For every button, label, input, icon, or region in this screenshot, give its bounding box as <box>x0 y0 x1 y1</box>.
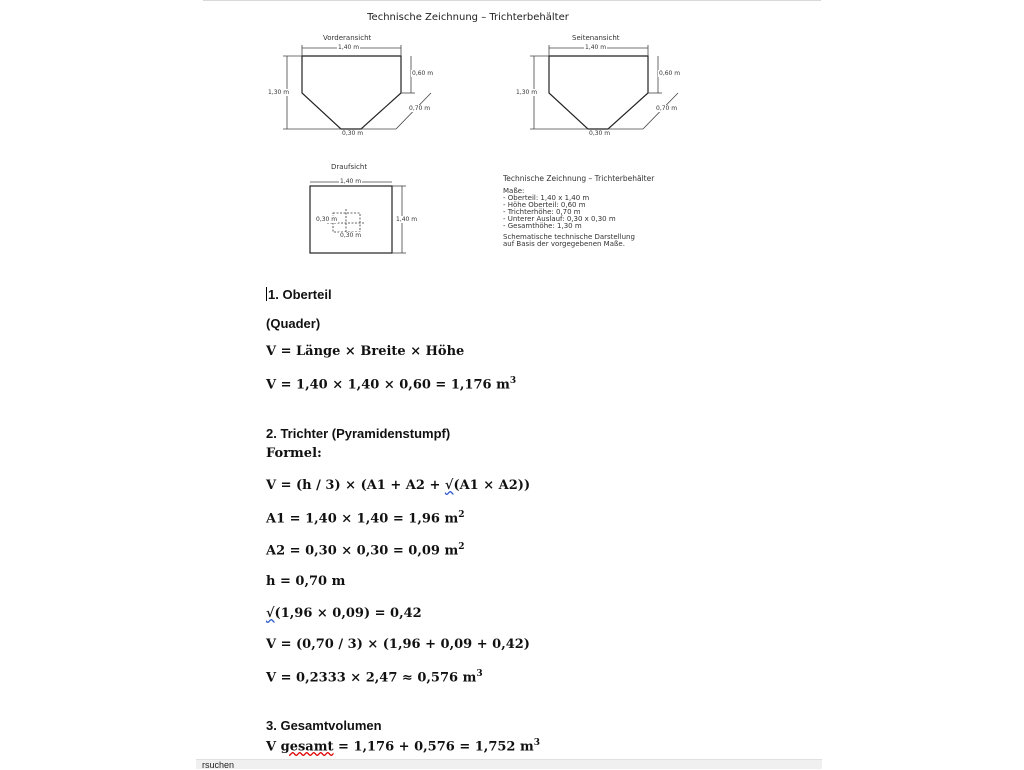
section-3-heading: 3. Gesamtvolumen <box>266 718 382 733</box>
front-view-label: Vorderansicht <box>323 34 372 42</box>
technical-drawing <box>203 1 821 261</box>
section-2-formula: V = (h / 3) × (A1 + A2 + √(A1 × A2)) <box>266 478 531 493</box>
sqrt-symbol: √ <box>444 478 454 493</box>
document-page <box>203 0 821 769</box>
front-outlet: 0,30 m <box>342 130 364 137</box>
front-top-width: 1,40 m <box>338 44 360 51</box>
section-1-calc: V = 1,40 × 1,40 × 0,60 = 1,176 $m^3$ <box>266 376 517 393</box>
text-cursor <box>266 287 267 301</box>
info-note-2: auf Basis der vorgegebenen Maße. <box>503 240 625 248</box>
side-view-outline <box>549 56 648 129</box>
section-1-subheading: (Quader) <box>266 316 321 331</box>
side-upper-height: 0,60 m <box>659 70 681 77</box>
info-item: - Gesamthöhe: 1,30 m <box>503 222 582 230</box>
info-item: - Höhe Oberteil: 0,60 m <box>503 201 586 209</box>
info-title: Technische Zeichnung – Trichterbehälter <box>503 174 655 183</box>
spellcheck-word: gesamt <box>280 739 334 755</box>
section-2-v1: V = (0,70 / 3) × (1,96 + 0,09 + 0,42) <box>266 637 530 652</box>
side-top-width: 1,40 m <box>585 44 607 51</box>
section-1-heading: 1. Oberteil <box>268 287 332 302</box>
top-width: 1,40 m <box>340 178 362 185</box>
top-outlet-d: 0,30 m <box>340 232 362 239</box>
section-1-formula: V = Länge × Breite × Höhe <box>266 344 465 359</box>
front-funnel-height: 0,70 m <box>409 105 431 112</box>
sqrt-symbol: √ <box>266 606 275 621</box>
top-view-label: Draufsicht <box>331 163 368 171</box>
front-view-outline <box>302 56 401 129</box>
top-outlet-w: 0,30 m <box>316 216 338 223</box>
drawing-title: Technische Zeichnung – Trichterbehälter <box>367 12 569 23</box>
info-item: - Unterer Auslauf: 0,30 x 0,30 m <box>503 215 616 223</box>
drawing-info <box>503 175 703 248</box>
info-note-1: Schematische technische Darstellung <box>503 233 635 241</box>
section-2-h: h = 0,70 m <box>266 574 346 589</box>
search-text: rsuchen <box>202 760 235 770</box>
side-funnel-height: 0,70 m <box>656 105 678 112</box>
top-depth: 1,40 m <box>396 216 418 223</box>
info-masse-label: Maße: <box>503 187 525 195</box>
section-2-sqrt-calc: √(1,96 × 0,09) = 0,42 <box>266 606 422 621</box>
front-total-height: 1,30 m <box>268 89 290 96</box>
section-2-a2: A2 = 0,30 × 0,30 = 0,09 $m^2$ <box>266 542 465 559</box>
info-item: - Trichterhöhe: 0,70 m <box>503 208 581 216</box>
info-item: - Oberteil: 1,40 x 1,40 m <box>503 194 590 202</box>
section-2-formel-label: Formel: <box>266 446 322 461</box>
side-total-height: 1,30 m <box>516 89 538 96</box>
front-upper-height: 0,60 m <box>412 70 434 77</box>
section-2-heading: 2. Trichter (Pyramidenstumpf) <box>266 426 451 441</box>
section-2-a1: A1 = 1,40 × 1,40 = 1,96 $m^2$ <box>266 510 465 527</box>
side-view-label: Seitenansicht <box>572 34 620 42</box>
section-2-v2: V = 0,2333 × 2,47 ≈ 0,576 $m^3$ <box>266 669 483 686</box>
side-outlet: 0,30 m <box>589 130 611 137</box>
section-3-total: V gesamt = 1,176 + 0,576 = 1,752 $m^3$ <box>266 738 541 755</box>
